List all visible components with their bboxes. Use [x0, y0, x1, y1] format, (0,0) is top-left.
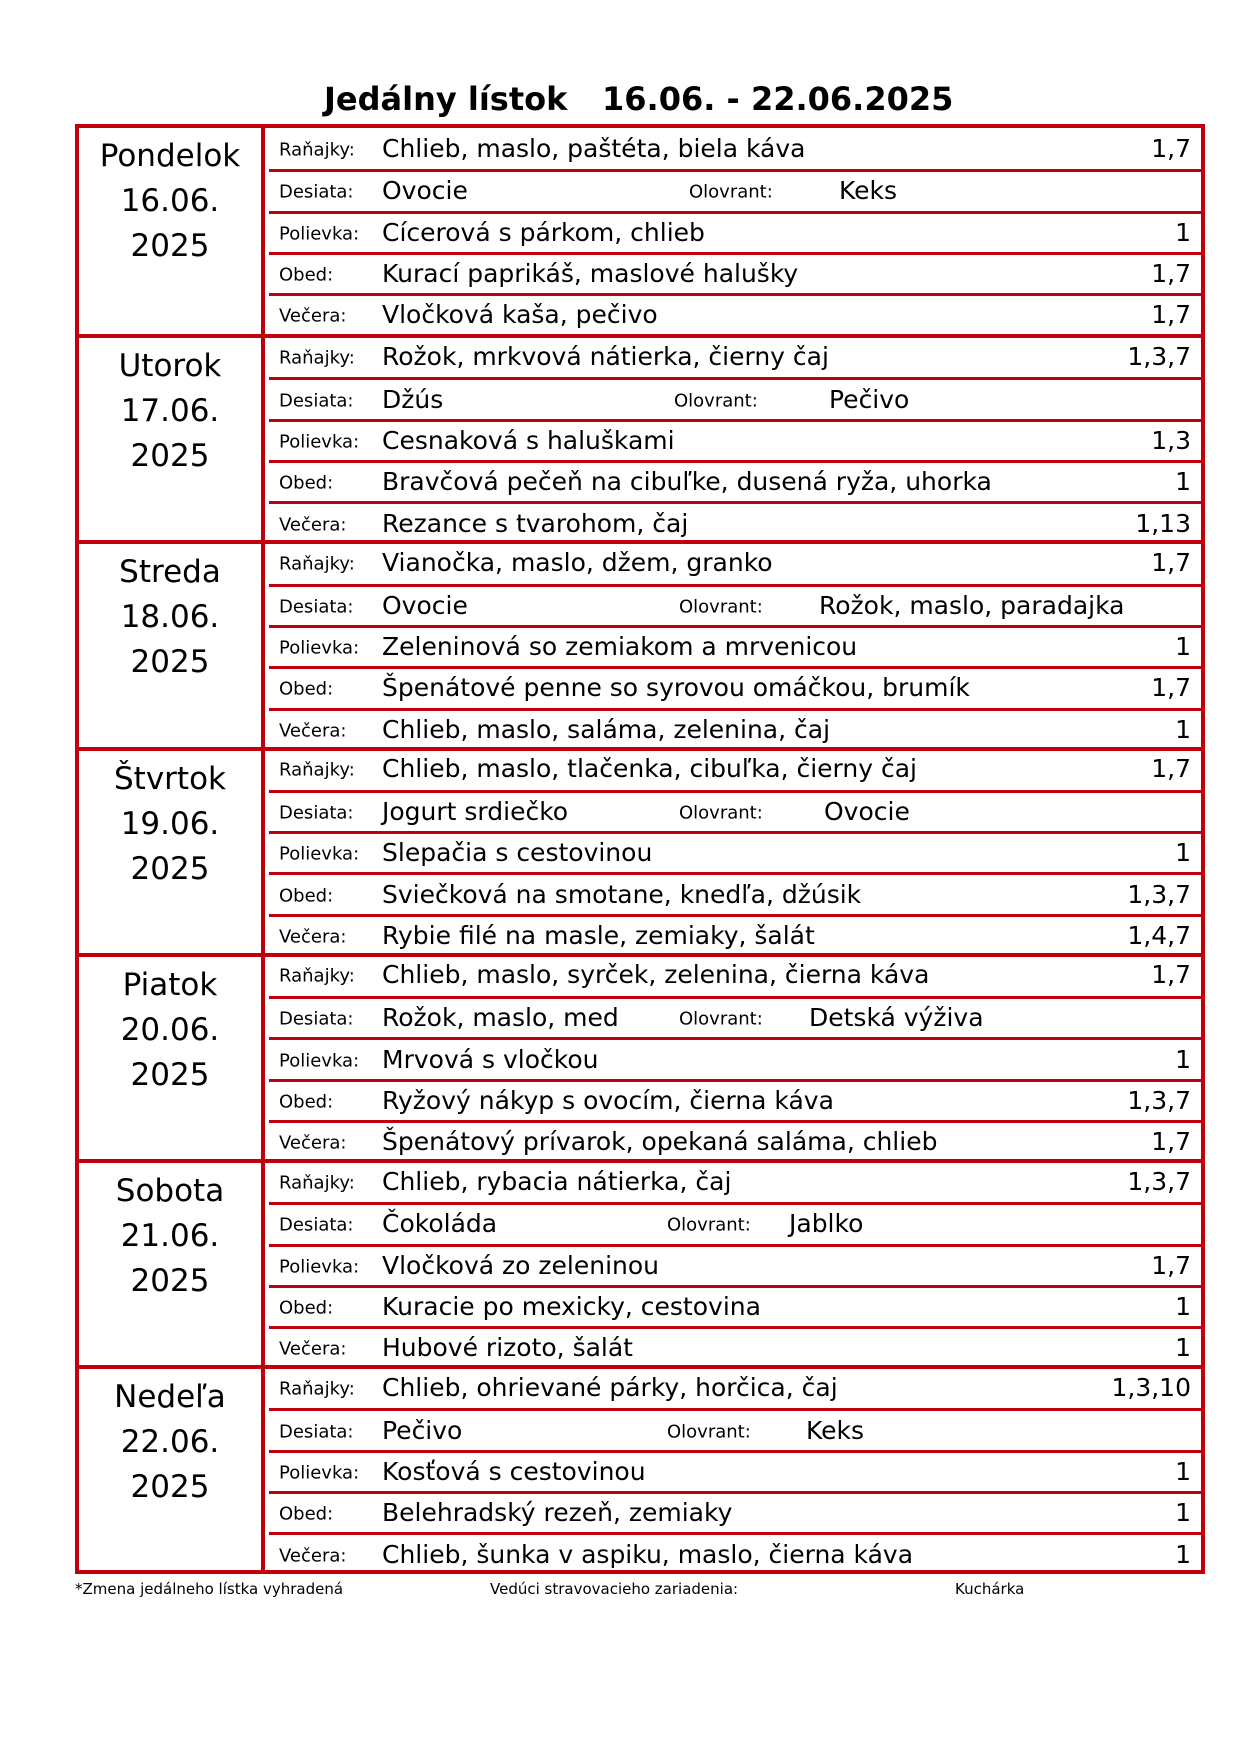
meal-value: Belehradský rezeň, zemiaky [382, 1498, 733, 1528]
day-date: 22.06. [120, 1424, 220, 1461]
meal-row-desiata [269, 1408, 1201, 1449]
footer-cook: Kuchárka [955, 1580, 1025, 1598]
meal-label: Desiata: [279, 802, 354, 824]
meal-label: Obed: [279, 1503, 334, 1525]
allergens: 1,3,7 [1127, 1166, 1191, 1196]
meal-value: Špenátové penne so syrovou omáčkou, brumík [382, 673, 970, 703]
allergens: 1,7 [1151, 1250, 1191, 1280]
meal-value: Bravčová pečeň na cibuľke, dusená ryža, uhorka [382, 467, 992, 497]
meal-value: Ovocie [382, 590, 468, 620]
meal-value: Mrvová s vločkou [382, 1044, 599, 1074]
meal-row-ranajky [269, 749, 1201, 790]
olovrant-value: Keks [806, 1415, 865, 1445]
meal-label: Obed: [279, 885, 334, 907]
meal-value: Pečivo [382, 1415, 463, 1445]
allergens: 1 [1175, 632, 1191, 662]
meal-label: Večera: [279, 1545, 347, 1567]
meal-value: Cícerová s párkom, chlieb [382, 217, 705, 247]
allergens: 1,13 [1135, 508, 1191, 538]
meal-value: Vločková zo zeleninou [382, 1250, 660, 1280]
meal-row-vecera [269, 914, 1201, 955]
meal-value: Chlieb, šunka v aspiku, maslo, čierna káva [382, 1539, 914, 1569]
allergens: 1,7 [1151, 547, 1191, 577]
meal-value: Špenátový prívarok, opekaná saláma, chlieb [382, 1127, 938, 1157]
allergens: 1,7 [1151, 1127, 1191, 1157]
day-label [79, 1369, 265, 1571]
footer-manager: Vedúci stravovacieho zariadenia: [490, 1580, 739, 1598]
meal-row-desiata [269, 377, 1201, 418]
meal-label: Polievka: [279, 431, 360, 453]
day-label [79, 544, 265, 746]
meal-row-polievka [269, 1450, 1201, 1491]
meal-label: Večera: [279, 1338, 347, 1360]
day-label [79, 338, 265, 540]
meal-value: Rožok, mrkvová nátierka, čierny čaj [382, 341, 829, 371]
day-meals [269, 338, 1201, 540]
meal-label: Raňajky: [279, 347, 355, 369]
meal-row-vecera [269, 1532, 1201, 1573]
meal-label: Polievka: [279, 1050, 360, 1072]
meal-label: Raňajky: [279, 1172, 355, 1194]
meal-label: Obed: [279, 264, 334, 286]
allergens: 1 [1175, 467, 1191, 497]
day-date: 19.06. [120, 805, 220, 842]
day-year: 2025 [130, 228, 210, 264]
day-year: 2025 [130, 644, 210, 681]
day-block [79, 540, 1201, 746]
olovrant-label: Olovrant: [667, 1214, 751, 1236]
day-year: 2025 [130, 438, 210, 475]
meal-value: Ryžový nákyp s ovocím, čierna káva [382, 1085, 834, 1115]
day-block [79, 128, 1201, 334]
olovrant-value: Detská výživa [809, 1003, 984, 1033]
day-year: 2025 [130, 1469, 210, 1506]
meal-row-vecera [269, 501, 1201, 542]
allergens: 1,7 [1151, 673, 1191, 703]
day-name: Streda [119, 554, 221, 591]
day-label [79, 957, 265, 1159]
allergens: 1 [1175, 714, 1191, 744]
meal-value: Chlieb, maslo, saláma, zelenina, čaj [382, 714, 831, 744]
meal-value: Rybie filé na masle, zemiaky, šalát [382, 920, 815, 950]
day-block [79, 747, 1201, 953]
meal-label: Večera: [279, 514, 347, 536]
day-block [79, 334, 1201, 540]
day-name: Utorok [118, 348, 222, 385]
meal-value: Vločková kaša, pečivo [382, 300, 658, 330]
meal-value: Džús [382, 384, 444, 414]
meal-row-ranajky [269, 128, 1201, 169]
meal-label: Večera: [279, 1132, 347, 1154]
day-label [79, 751, 265, 953]
meal-row-ranajky [269, 1367, 1201, 1408]
meal-row-vecera [269, 1326, 1201, 1367]
meal-row-obed [269, 666, 1201, 707]
meal-label: Večera: [279, 720, 347, 742]
olovrant-value: Ovocie [824, 796, 910, 826]
allergens: 1 [1175, 838, 1191, 868]
day-year: 2025 [130, 850, 210, 887]
meal-label: Obed: [279, 1297, 334, 1319]
meal-row-desiata [269, 790, 1201, 831]
meal-row-desiata [269, 169, 1201, 210]
footer-note: *Zmena jedálneho lístka vyhradená [75, 1580, 344, 1598]
menu-table [75, 124, 1205, 1574]
day-name: Štvrtok [114, 760, 226, 797]
meal-label: Polievka: [279, 1256, 360, 1278]
meal-label: Polievka: [279, 843, 360, 865]
meal-label: Desiata: [279, 390, 354, 412]
meal-row-polievka [269, 211, 1201, 252]
meal-label: Raňajky: [279, 139, 355, 161]
meal-row-obed [269, 1285, 1201, 1326]
meal-label: Raňajky: [279, 553, 355, 575]
meal-value: Rožok, maslo, med [382, 1003, 619, 1033]
day-name: Piatok [122, 966, 218, 1003]
allergens: 1 [1175, 1291, 1191, 1321]
day-meals [269, 751, 1201, 953]
meal-value: Kurací paprikáš, maslové halušky [382, 258, 799, 288]
allergens: 1 [1175, 1456, 1191, 1486]
day-meals [269, 957, 1201, 1159]
meal-row-vecera [269, 708, 1201, 749]
meal-row-obed [269, 872, 1201, 913]
day-block [79, 953, 1201, 1159]
meal-label: Polievka: [279, 223, 360, 245]
title-dates: 16.06. - 22.06.2025 [602, 80, 954, 118]
day-label [79, 1163, 265, 1365]
meal-value: Chlieb, ohrievané párky, horčica, čaj [382, 1372, 838, 1402]
day-label [79, 128, 265, 334]
meal-row-polievka [269, 1037, 1201, 1078]
day-name: Sobota [115, 1173, 225, 1209]
meal-label: Polievka: [279, 637, 360, 659]
meal-row-vecera [269, 1120, 1201, 1161]
meal-label: Desiata: [279, 1421, 354, 1443]
allergens: 1,3,7 [1127, 341, 1191, 371]
day-name: Nedeľa [114, 1379, 226, 1416]
day-date: 20.06. [120, 1011, 220, 1048]
meal-value: Rezance s tvarohom, čaj [382, 508, 689, 538]
day-year: 2025 [130, 1263, 210, 1299]
meal-label: Obed: [279, 1091, 334, 1113]
allergens: 1,7 [1151, 300, 1191, 330]
meal-label: Polievka: [279, 1462, 360, 1484]
meal-label: Desiata: [279, 181, 354, 203]
meal-row-ranajky [269, 955, 1201, 996]
day-year: 2025 [130, 1056, 210, 1093]
meal-label: Obed: [279, 678, 334, 700]
olovrant-value: Keks [839, 176, 898, 206]
olovrant-value: Jablko [789, 1209, 864, 1239]
meal-value: Chlieb, rybacia nátierka, čaj [382, 1166, 732, 1196]
allergens: 1,7 [1151, 960, 1191, 990]
day-date: 17.06. [120, 393, 220, 430]
meal-row-polievka [269, 831, 1201, 872]
allergens: 1,7 [1151, 258, 1191, 288]
meal-row-polievka [269, 419, 1201, 460]
allergens: 1,7 [1151, 133, 1191, 163]
meal-label: Večera: [279, 926, 347, 948]
meal-row-polievka [269, 625, 1201, 666]
olovrant-label: Olovrant: [689, 181, 773, 203]
meal-label: Desiata: [279, 1214, 354, 1236]
meal-label: Desiata: [279, 1008, 354, 1030]
meal-row-vecera [269, 293, 1201, 334]
meal-value: Čokoláda [382, 1209, 498, 1239]
olovrant-label: Olovrant: [679, 802, 763, 824]
day-date: 16.06. [120, 183, 220, 219]
allergens: 1,4,7 [1127, 920, 1191, 950]
meal-value: Jogurt srdiečko [382, 796, 569, 826]
meal-value: Ovocie [382, 176, 468, 206]
meal-row-obed [269, 252, 1201, 293]
olovrant-label: Olovrant: [679, 1008, 763, 1030]
olovrant-value: Rožok, maslo, paradajka [819, 590, 1125, 620]
meal-value: Chlieb, maslo, tlačenka, cibuľka, čierny čaj [382, 754, 917, 784]
allergens: 1 [1175, 1044, 1191, 1074]
meal-row-desiata [269, 584, 1201, 625]
meal-value: Cesnaková s haluškami [382, 425, 675, 455]
day-meals [269, 128, 1201, 334]
day-date: 21.06. [120, 1218, 220, 1254]
allergens: 1,3,10 [1111, 1372, 1191, 1402]
allergens: 1 [1175, 1333, 1191, 1363]
meal-label: Obed: [279, 472, 334, 494]
day-block [79, 1159, 1201, 1365]
page-title [324, 80, 954, 124]
allergens: 1,7 [1151, 754, 1191, 784]
day-meals [269, 1369, 1201, 1571]
meal-value: Slepačia s cestovinou [382, 838, 653, 868]
meal-value: Kuracie po mexicky, cestovina [382, 1291, 761, 1321]
meal-row-obed [269, 460, 1201, 501]
meal-label: Raňajky: [279, 1378, 355, 1400]
meal-value: Chlieb, maslo, syrček, zelenina, čierna káva [382, 960, 930, 990]
meal-label: Raňajky: [279, 965, 355, 987]
meal-label: Večera: [279, 305, 347, 327]
meal-value: Chlieb, maslo, paštéta, biela káva [382, 133, 806, 163]
meal-row-desiata [269, 1202, 1201, 1243]
meal-row-ranajky [269, 336, 1201, 377]
meal-row-ranajky [269, 542, 1201, 583]
meal-value: Hubové rizoto, šalát [382, 1333, 633, 1363]
olovrant-label: Olovrant: [667, 1421, 751, 1443]
meal-row-desiata [269, 996, 1201, 1037]
day-name: Pondelok [99, 138, 241, 174]
meal-row-obed [269, 1079, 1201, 1120]
allergens: 1 [1175, 217, 1191, 247]
meal-value: Vianočka, maslo, džem, granko [382, 547, 773, 577]
allergens: 1 [1175, 1539, 1191, 1569]
day-block [79, 1365, 1201, 1571]
meal-row-obed [269, 1491, 1201, 1532]
olovrant-label: Olovrant: [674, 390, 758, 412]
day-meals [269, 1163, 1201, 1365]
allergens: 1,3,7 [1127, 1085, 1191, 1115]
day-date: 18.06. [120, 599, 220, 636]
meal-label: Desiata: [279, 596, 354, 618]
meal-row-ranajky [269, 1161, 1201, 1202]
meal-label: Raňajky: [279, 759, 355, 781]
olovrant-value: Pečivo [829, 384, 910, 414]
day-meals [269, 544, 1201, 746]
title-text: Jedálny lístok [324, 80, 568, 118]
allergens: 1,3,7 [1127, 879, 1191, 909]
meal-value: Zeleninová so zemiakom a mrvenicou [382, 632, 858, 662]
olovrant-label: Olovrant: [679, 596, 763, 618]
allergens: 1 [1175, 1498, 1191, 1528]
meal-row-polievka [269, 1244, 1201, 1285]
meal-value: Sviečková na smotane, knedľa, džúsik [382, 879, 862, 909]
meal-value: Kosťová s cestovinou [382, 1456, 646, 1486]
allergens: 1,3 [1151, 425, 1191, 455]
